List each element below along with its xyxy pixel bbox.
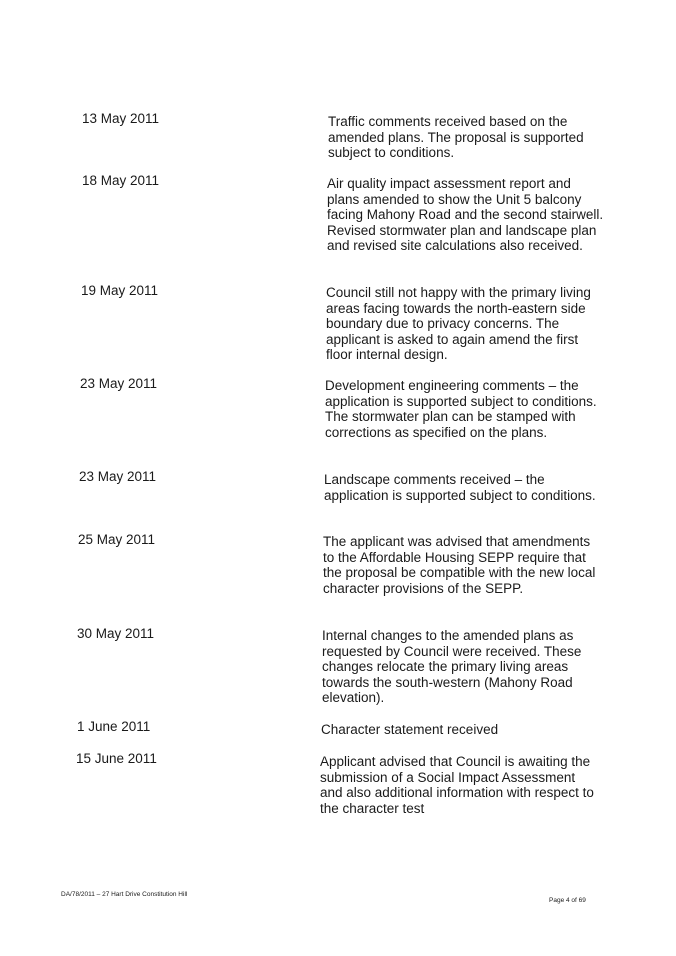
entry-description: Landscape comments received – the application is supported subject to conditions.: [324, 472, 596, 503]
entry-description: Character statement received: [321, 722, 499, 737]
entry-date: 23 May 2011: [79, 469, 157, 484]
entry-date: 13 May 2011: [82, 111, 160, 126]
entry-date: 25 May 2011: [78, 532, 156, 547]
entry-date: 18 May 2011: [82, 173, 160, 188]
entry-date: 15 June 2011: [76, 751, 157, 766]
entry-description: The applicant was advised that amendments to the Affordable Housing SEPP require that the proposal be compatible with the new local character provisions of the SEPP.: [323, 534, 596, 596]
entry-description: Applicant advised that Council is awaiting the submission of a Social Impact Assessment and also additional information with respect to the character test: [320, 754, 594, 816]
footer-reference: DA/78/2011 – 27 Hart Drive Constitution Hill: [61, 891, 188, 898]
entry-date: 23 May 2011: [80, 376, 158, 391]
entry-date: 30 May 2011: [77, 626, 155, 641]
footer-page-number: Page 4 of 69: [549, 897, 586, 904]
entry-description: Internal changes to the amended plans as requested by Council were received. These changes relocate the primary living areas towards the south-western (Mahony Road elevation).: [322, 628, 582, 706]
entry-description: Air quality impact assessment report and plans amended to show the Unit 5 balcony facing Mahony Road and the second stairwell. Revised stormwater plan and landscape plan and revised site calculations also received.: [327, 176, 604, 254]
entry-description: Council still not happy with the primary living areas facing towards the north-eastern side boundary due to privacy concerns. The applicant is asked to again amend the first floor internal design.: [326, 285, 591, 363]
entry-date: 19 May 2011: [81, 283, 159, 298]
entry-description: Traffic comments received based on the amended plans. The proposal is supported subject to conditions.: [328, 114, 584, 161]
entry-description: Development engineering comments – the application is supported subject to conditions. The stormwater plan can be stamped with corrections as specified on the plans.: [325, 378, 597, 440]
entry-date: 1 June 2011: [77, 719, 151, 734]
